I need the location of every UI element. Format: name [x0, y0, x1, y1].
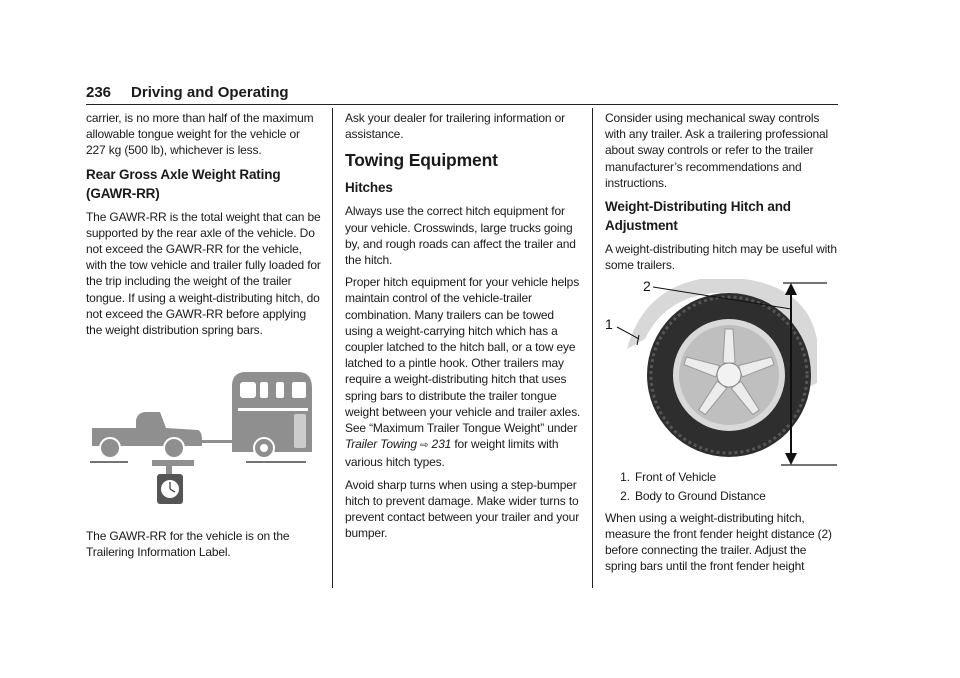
col1-intro: carrier, is no more than half of the maximum allowable tongue weight for the vehicle or 227 kg (500 lb), whichever is less. [86, 111, 314, 158]
header-rule [86, 104, 838, 105]
page-ref-arrow-icon: ⇨ [420, 440, 429, 452]
gawr-rr-caption: The GAWR-RR for the vehicle is on the Trailering Information Label. [86, 529, 290, 560]
hitches-heading: Hitches [345, 180, 393, 196]
column-divider-1 [332, 108, 333, 588]
column-2 [345, 110, 581, 547]
col3-p3: When using a weight-distributing hitch, measure the front fender height distance (2) before connecting the trailer. Adjust the spring bars until the front fender height [605, 510, 832, 574]
hitches-p3: Avoid sharp turns when using a step-bumper hitch to prevent damage. Make wider turns to prevent contact between your trailer and your bumper. [345, 477, 580, 541]
hitches-p1: Always use the correct hitch equipment for your vehicle. Crosswinds, large trucks going by, and rough roads can affect the trailer and the hitch. [345, 204, 576, 268]
towing-equipment-heading: Towing Equipment [345, 150, 498, 171]
fender-height-figure [605, 279, 841, 469]
wd-hitch-heading: Weight-Distributing Hitch and Adjustment [605, 199, 791, 234]
gawr-rr-body: The GAWR-RR is the total weight that can be supported by the rear axle of the vehicle. Do not exceed the GAWR-RR for the vehicle, with the tow vehicle and trailer fully loaded for the trip including the weight of the trailer tongue. If using a weight-distributing hitch, do not exceed the GAWR-RR before applying the weight distribution spring bars. [86, 209, 321, 338]
col3-p1: Consider using mechanical sway controls with any trailer. Ask a trailering professional about sway controls or refer to the trailer manufacturer’s recommendations and instructions. [605, 111, 829, 190]
page-header [86, 84, 838, 101]
legend-item-1: 1. Front of Vehicle [633, 469, 841, 485]
callout-2: 2 [643, 279, 651, 295]
col3-p2: A weight-distributing hitch may be useful with some trailers. [605, 242, 837, 273]
scale-icon [152, 460, 194, 466]
col2-intro: Ask your dealer for trailering information or assistance. [345, 111, 566, 142]
trailer-towing-link[interactable]: Trailer Towing [345, 437, 417, 452]
column-1 [86, 110, 322, 567]
section-title: Driving and Operating [131, 84, 289, 101]
hitches-p2-end: for weight limits with various hitch types. [345, 437, 559, 470]
hitches-p2-text: Proper hitch equipment for your vehicle helps maintain control of the vehicle-trailer combination. Many trailers can be towed using a weight-carrying hitch which has a coupler latched to the hitch ball, or a tow eye latched to a pintle hook. Other trailers may require a weight-distributing hitch that uses spring bars to distribute the trailer tongue weight between your vehicle and trailer axles. See “Maximum Trailer Tongue Weight” under [345, 275, 581, 436]
hitches-p2 [345, 274, 581, 470]
callout-1: 1 [605, 316, 613, 333]
figure-legend-list [605, 469, 841, 503]
legend-item-2: 2. Body to Ground Distance [633, 488, 841, 504]
page-number: 236 [86, 84, 112, 101]
gawr-rr-heading: Rear Gross Axle Weight Rating (GAWR-RR) [86, 166, 281, 201]
column-3 [605, 110, 841, 581]
column-divider-2 [592, 108, 593, 588]
truck-trailer-scale-figure [86, 344, 322, 524]
page-ref-number[interactable]: 231 [431, 437, 452, 452]
